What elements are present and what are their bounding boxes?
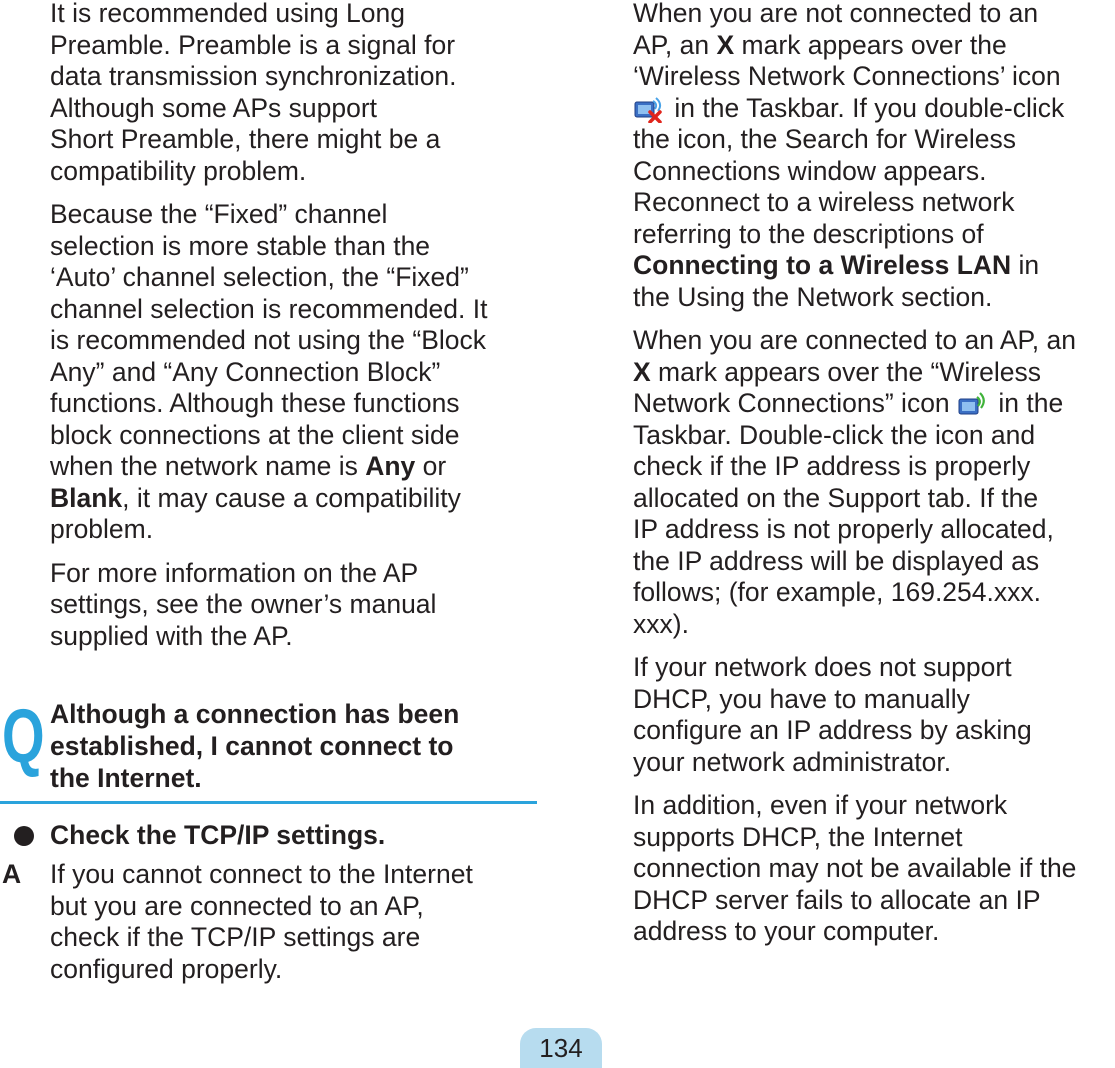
bold-connecting-link: Connecting to a Wireless LAN [633,250,1012,280]
p1-part2: mark appears over the ‘Wireless Network Connections’ icon [633,29,1061,91]
paragraph-channel-selection [50,199,540,546]
paragraph-not-connected [633,0,1115,313]
question-letter: Q [2,694,45,779]
p1-part1: When you are not connected to an AP, an [633,0,1039,60]
paragraph-channel-selection-text: Because the “Fixed” channel selection is more stable than the ‘Auto’ channel selection, the “Fixed” channel selection is recommended. It is recommended not using the “Block Any” and “Any Connection Block” functions. Although these functions block connections at the client side when the network name is [50,199,488,481]
answer-letter: A [2,859,22,889]
bullet-text: Check the TCP/IP settings. [50,820,386,850]
p2-part3: in the Taskbar. Double-click the icon and check if the IP address is properly allocated on the Support tab. If the IP address is not properly allocated, the IP address will be displayed as follows; (for example, 169.254.xxx. xxx). [633,388,1064,639]
bold-x-mark-2: X [633,356,651,387]
connector-or: or [422,451,447,481]
paragraph-connected [633,325,1115,640]
page-number: 134 [520,1028,602,1068]
left-column [50,0,540,664]
bold-x-mark: X [716,29,735,60]
p1-part3: in the Taskbar. If you double-click the icon, the Search for Wireless Connections window appears. Reconnect to a wireless network referring to the descriptions of [633,92,1065,249]
p2-part1: When you are connected to an AP, an [633,325,1076,355]
paragraph-more-info: For more information on the AP settings, see the owner’s manual supplied with the AP. [50,557,437,651]
paragraph-dhcp-manual: If your network does not support DHCP, you have to manually configure an IP address by asking your network administrator. [633,652,1032,777]
bold-any: Any [365,451,416,481]
answer-text: If you cannot connect to the Internet but you are connected to an AP, check if the TCP/IP settings are configured properly. [50,859,473,984]
right-column [633,0,1115,960]
paragraph-preamble: It is recommended using Long Preamble. Preamble is a signal for data transmission synchronization. Although some APs support Short Preamble, there might be a compatibility problem. [50,0,457,186]
wireless-connected-icon [957,390,987,418]
question-divider [0,801,537,804]
p1-part4: in the Using the Network section. [633,250,1040,312]
question-text: Although a connection has been established, I cannot connect to the Internet. [50,699,460,793]
paragraph-dhcp-server: In addition, even if your network supports DHCP, the Internet connection may not be available if the DHCP server fails to allocate an IP address to your computer. [633,790,1077,946]
p2-part2: mark appears over the “Wireless Network Connections” icon [633,356,1041,418]
paragraph-channel-selection-tail: , it may cause a compatibility problem. [50,482,461,544]
bold-blank: Blank [50,482,123,513]
wireless-disconnected-icon [633,95,663,123]
question-block [0,695,537,803]
bullet-dot-icon [14,826,34,846]
